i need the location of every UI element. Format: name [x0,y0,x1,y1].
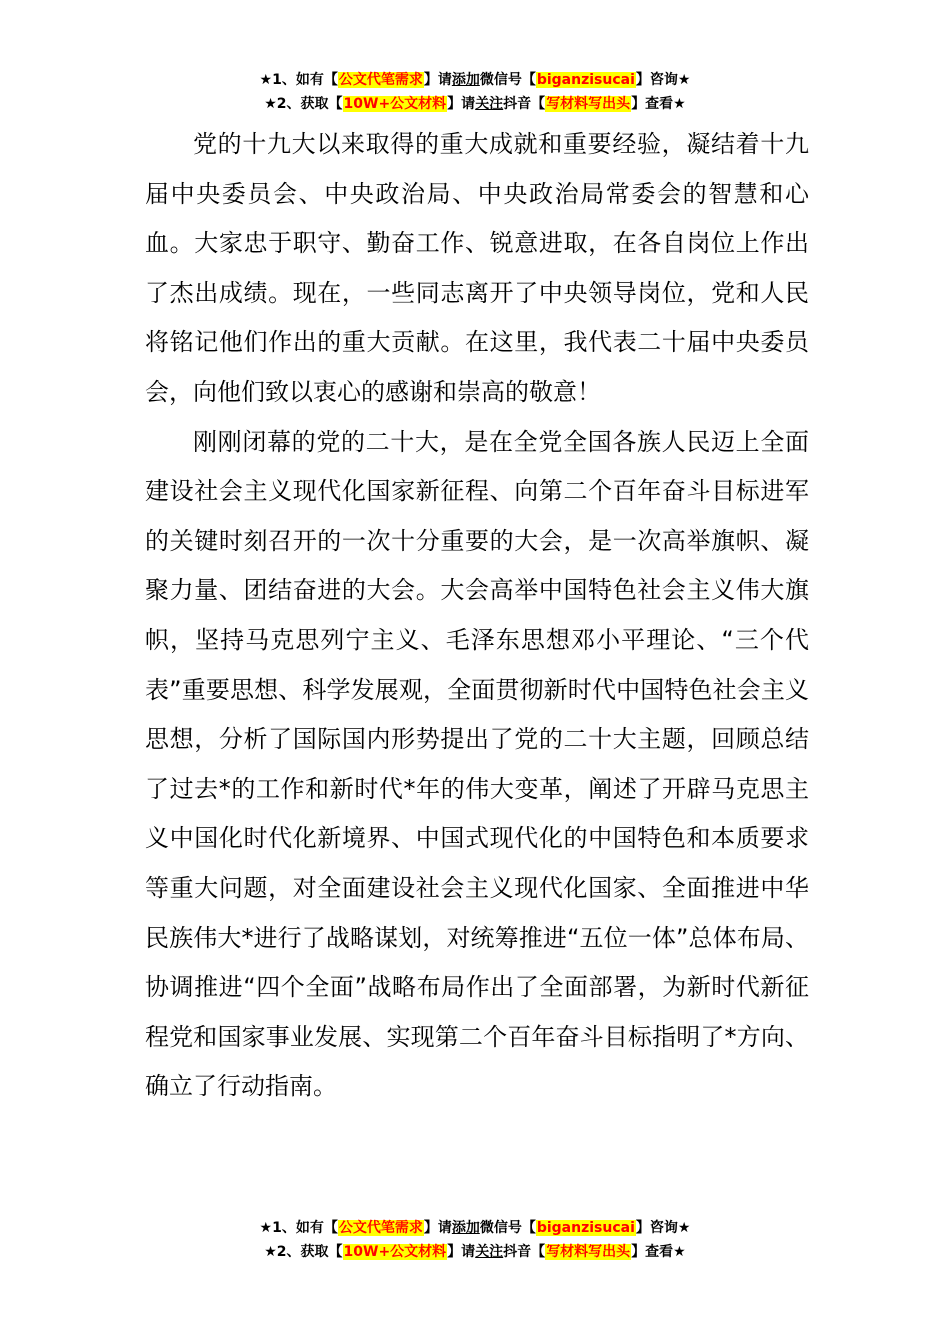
highlight-douyin-account: 写材料写出头 [546,1244,631,1260]
highlight-wechat-id: biganzisucai [536,72,635,88]
highlight-service: 公文代笔需求 [338,1220,423,1236]
banner-line-1: ★1、如有【公文代笔需求】请添加微信号【biganzisucai】咨询★ [259,1220,691,1236]
banner-line-1: ★1、如有【公文代笔需求】请添加微信号【biganzisucai】咨询★ [259,72,691,88]
highlight-wechat-id: biganzisucai [536,1220,635,1236]
banner-line-2: ★2、获取【10W+公文材料】请关注抖音【写材料写出头】查看★ [264,1244,686,1260]
underlined-add: 添加 [451,72,480,88]
header-banner [0,68,950,116]
paragraph-2: 刚刚闭幕的党的二十大，是在全党全国各族人民迈上全面建设社会主义现代化国家新征程、向第二个百年奋斗目标进军的关键时刻召开的一次十分重要的大会，是一次高举旗帜、凝聚力量、团结奋进的大会。大会高举中国特色社会主义伟大旗帜，坚持马克思列宁主义、毛泽东思想邓小平理论、“三个代表”重要思想、科学发展观，全面贯彻新时代中国特色社会主义思想，分析了国际国内形势提出了党的二十大主题，回顾总结了过去*的工作和新时代*年的伟大变革，阐述了开辟马克思主义中国化时代化新境界、中国式现代化的中国特色和本质要求等重大问题，对全面建设社会主义现代化国家、全面推进中华民族伟大*进行了战略谋划，对统筹推进“五位一体”总体布局、协调推进“四个全面”战略布局作出了全面部署，为新时代新征程党和国家事业发展、实现第二个百年奋斗目标指明了*方向、确立了行动指南。 [145,427,809,1101]
underlined-add: 添加 [451,1220,480,1236]
highlight-service: 公文代笔需求 [338,72,423,88]
underlined-follow: 关注 [475,1244,504,1260]
highlight-materials: 10W+公文材料 [343,96,447,112]
document-body [145,120,809,1112]
highlight-douyin-account: 写材料写出头 [546,96,631,112]
highlight-materials: 10W+公文材料 [343,1244,447,1260]
underlined-follow: 关注 [475,96,504,112]
banner-line-2: ★2、获取【10W+公文材料】请关注抖音【写材料写出头】查看★ [264,96,686,112]
paragraph-1: 党的十九大以来取得的重大成就和重要经验，凝结着十九届中央委员会、中央政治局、中央政治局常委会的智慧和心血。大家忠于职守、勤奋工作、锐意进取，在各自岗位上作出了杰出成绩。现在，一些同志离开了中央领导岗位，党和人民将铭记他们作出的重大贡献。在这里，我代表二十届中央委员会，向他们致以衷心的感谢和崇高的敬意！ [145,130,809,406]
footer-banner [0,1216,950,1264]
